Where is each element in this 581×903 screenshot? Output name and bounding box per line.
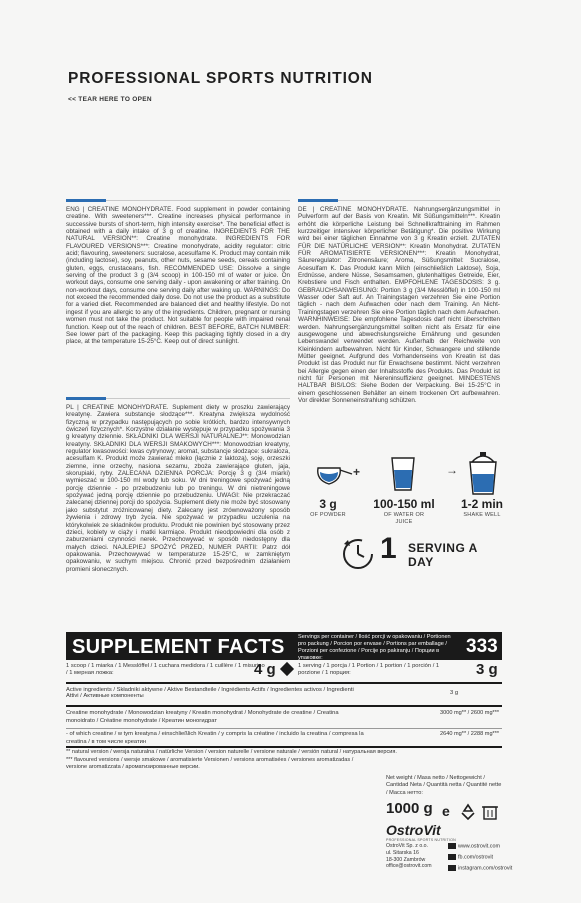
servings-per-container-text: Servings per container / Ilość porcji w opakowaniu / Portionen pro packung / Porcion por envase / Portions par emballage / Porzioni per confezione / Porcije po pakiranju / Порции в упаковке: — [298, 634, 451, 661]
creatine-monohydrate-label: Creatine monohydrate / Monowodzian kreatyny / Kreatin monohydrat / Monohydrate de creatine / Creatina monoidrato / Créatine monohydrate / Креатин моногидрат — [66, 710, 339, 724]
instagram-icon — [448, 865, 456, 871]
company-address — [386, 843, 432, 870]
brand-tagline: PROFESSIONAL SPORTS NUTRITION — [386, 838, 456, 842]
scoop-label: 1 scoop / 1 miarka / 1 Messlöffel / 1 cuchara medidora / 1 cuillère / 1 misurino / 1 мерная ложка: — [66, 663, 265, 676]
footnote-natural: ** natural version / wersja naturalna / natürliche Version / version naturelle / versione naturale / versión natural / натуральная версия. — [66, 749, 397, 755]
recycle-icon — [462, 805, 474, 819]
facebook-link[interactable]: fb.com/ostrovit — [458, 854, 494, 861]
company-street: ul. Sitarska 16 — [386, 849, 419, 856]
facts-divider-3 — [66, 728, 502, 729]
trash-bin-icon — [482, 807, 498, 819]
page-title: PROFESSIONAL SPORTS NUTRITION — [68, 70, 373, 87]
social-instagram[interactable] — [448, 865, 512, 871]
clock-icon — [340, 536, 376, 572]
pl-description: PL | CREATINE MONOHYDRATE. Suplement diety w proszku zawierający kreatynę. Zawiera substancje słodzące***. Kreatyna zwiększa wydolność fizyczną w przypadku następujących po sobie krótkich, bardzo intensywnych ćwiczeń fizycznych*. Korzystne działanie występuje w przypadku spożywania 3 g kreatyny dziennie. SKŁADNIKI DLA WERSJI NATURALNEJ**: Monowodzian kreatyny. SKŁADNIKI DLA WERSJI SMAKOWYCH***: Monowodzian kreatyny, regulator kwasowości: kwas cytrynowy; aromat, substancje słodzące: sukraloza, acesulfam K. Produkt może zawierać mleko (łącznie z laktozą), soję, orzeszki ziemne, inne orzechy, nasiona sezamu, zboża zawierające gluten, jaja, skorupiaki, ryby. ZALECANA DZIENNA PORCJA: Porcję 3 g (3/4 miarki) wymieszać w 100-150 ml wody lub soku. W dni treningowe spożywać jedną porcję dziennie - po przebudzeniu lub po treningu. W dni nietreningowe spożywać jedną porcję dziennie po przebudzeniu. UWAGI: Nie przekraczać zalecanej dziennej porcji do spożycia. Suplement diety nie może być stosowany jako substytut zróżnicowanej diety. Zalecany jest zrównoważony sposób żywienia i zdrowy tryb życia. Nie spożywać w przypadku uczulenia na którykolwiek ze składników produktu. Produkt nie powinien być stosowany przez dzieci, kobiety w ciąży i matki karmiące. Produkt nieodpowiedni dla osób z zaburzeniami czynności nerek. Przechowywać w sposób niedostępny dla małych dzieci. NAJLEPIEJ SPOŻYĆ PRZED, NUMER PARTII: Patrz dół opakowania. Przechowywać w temperaturze 15-25°C, w zamkniętym opakowaniu, w suchym miejscu. Chronić przed bezpośrednim działaniem promieni słonecznych. — [66, 404, 290, 573]
footnote-flavoured: *** flavoured versions / wersje smakowe / aromatisierte Versionen / versions aromatisées / versiones aromatizadas / versione aromatizzata / ароматизированные версии. — [66, 757, 354, 771]
net-weight-value: 1000 g — [386, 800, 433, 817]
svg-text:e: e — [442, 803, 450, 819]
active-ingredients-value: 3 g — [450, 690, 459, 696]
instagram-link[interactable]: instagram.com/ostrovit — [458, 865, 513, 872]
supplement-facts-title: SUPPLEMENT FACTS — [72, 636, 285, 658]
de-accent-bar — [298, 199, 338, 202]
website-link[interactable]: www.ostrovit.com — [458, 843, 500, 850]
scoop-marker-icon — [280, 662, 294, 676]
company-email: office@ostrovit.com — [386, 863, 432, 870]
company-city: 18-300 Zambrów — [386, 856, 426, 863]
net-weight-label: Net weight / Masa netto / Nettogewicht / Cantidad Neta / Quantità netta / Quantité nette / Масса нетто: — [386, 775, 502, 796]
eng-accent-bar — [66, 199, 106, 202]
eng-description: ENG | CREATINE MONOHYDRATE. Food supplement in powder containing creatine. With sweeteners***. Creatine increases physical performance in successive bursts of short-term, high intensity exercise*. The beneficial effect is obtained with a daily intake of 3 g of creatine. INGREDIENTS FOR THE NATURAL VERSION**: Creatine monohydrate. INGREDIENTS FOR FLAVOURED VERSIONS***: Creatine monohydrate, acidity regulator: citric acid; flavouring, sweeteners: sucralose, acesulfame K. Product may contain milk (including lactose), soy, peanuts, other nuts, sesame seeds, cereals containing gluten, eggs, crustaceans, fish. RECOMMENDED USE: Dissolve a single serving of the product 3 g (3/4 scoop) in 100-150 ml of water or juice. On workout days, consume one serving daily - upon awakening or after training. On non-workout days, consume one serving daily after waking up. WARNINGS: Do not exceed the recommended daily dose. Do not use the product as a substitute for a varied diet. Recommended are balanced diet and healthy lifestyle. Do not ingest if you are allergic to any of the ingredients. Children, pregnant or nursing women must not take the product. Not suitable for people with impaired renal function. Keep out of the reach of children. BEST BEFORE, BATCH NUMBER: See lower part of the packaging. Keep this packaging tightly closed in a dry place, at the temperature 15-25°C. Keep out of direct sunlight. — [66, 206, 290, 346]
eng-divider — [106, 200, 290, 201]
step-powder-value: 3 g — [319, 497, 337, 511]
facts-divider-4 — [66, 746, 502, 748]
serving-text: SERVING A DAY — [408, 541, 478, 569]
pl-accent-bar — [66, 397, 106, 400]
serving-label: 1 serving / 1 porcja / 1 Portion / 1 portion / 1 porción / 1 porzione / 1 порция: — [298, 663, 440, 676]
shaker-icon — [470, 452, 496, 494]
social-web[interactable] — [448, 843, 500, 849]
company-name: OstroVit Sp. z o.o. — [386, 843, 428, 849]
tear-here-label[interactable]: << TEAR HERE TO OPEN — [68, 96, 152, 103]
serving-count: 1 — [380, 532, 397, 565]
servings-per-container-value: 333 — [466, 636, 498, 657]
facebook-icon — [448, 854, 456, 860]
serving-value: 3 g — [476, 661, 498, 678]
scoop-icon — [318, 468, 352, 484]
active-ingredients-label: Active ingredients / Składniki aktywne / Aktive Bestandteile / Ingrédients Actifs / Ingredientes activos / Ingredienti Attivi / Активные компоненты — [66, 687, 354, 699]
step-shake-value: 1-2 min — [460, 497, 503, 511]
step-water-label: OF WATER OR JUICE — [383, 512, 425, 525]
facts-divider-2 — [66, 705, 502, 707]
of-which-creatine-value: 2640 mg** / 2288 mg*** — [440, 731, 500, 737]
web-icon — [448, 843, 456, 849]
step-powder-label: OF POWDER — [310, 512, 346, 518]
usage-steps-icons — [310, 450, 510, 500]
pl-divider — [106, 398, 290, 399]
arrow-right-icon: → — [446, 463, 458, 477]
recycling-icons — [440, 802, 502, 820]
facts-divider-1 — [66, 682, 502, 684]
glass-icon — [392, 458, 414, 490]
step-shake-label: SHAKE WELL — [463, 512, 501, 518]
de-divider — [338, 200, 500, 201]
step-water-value: 100-150 ml — [373, 497, 435, 511]
plus-icon: + — [353, 465, 361, 479]
social-facebook[interactable] — [448, 854, 493, 860]
of-which-creatine-label: - of which creatine / w tym kreatyna / einschließlich Kreatin / y compris la créatine / incluido la creatina / compresa la creatina / в том числе креатин — [66, 731, 364, 745]
brand-logo: OstroVit — [386, 822, 441, 838]
creatine-monohydrate-value: 3000 mg** / 2600 mg*** — [440, 710, 500, 716]
scoop-value: 4 g — [254, 661, 276, 678]
e-mark-icon — [442, 803, 450, 819]
de-description: DE | CREATINE MONOHYDRATE. Nahrungsergänzungsmittel in Pulverform auf der Basis von Kreatin. Mit Süßungsmitteln***. Kreatin erhöht die körperliche Leistung bei Schnellkrafttraining im Rahmen kurzzeitiger intensiver körperlicher Betätigung*. Die positive Wirkung wird bei einer täglichen Einnahme von 3 g Kreatin erzielt. ZUTATEN FÜR DIE NATÜRLICHE VERSION**: Kreatin Monohydrat. ZUTATEN FÜR AROMATISIERTE VERSIONEN***: Kreatin Monohydrat, Säureregulator: Zitronensäure; Aroma, Süßungsmittel: Sucralose, Acesulfam K. Das Produkt kann Milch (einschließlich Laktose), Soja, Erdnüsse, andere Nüsse, Sesamsamen, glutenhaltiges Getreide, Eier, Krebstiere und Fisch enthalten. EMPFOHLENE TAGESDOSIS: 3 g. GEBRAUCHSANWEISUNG: Portion 3 g (3/4 Messlöffel) in 100-150 ml Wasser oder Saft auf. An Trainingstagen verzehren Sie eine Portion täglich - nach dem Aufwachen oder nach dem Training. An Nicht-Trainingstagen verzehren Sie eine Portion täglich nach dem Aufwachen. WARNHINWEISE: Die empfohlene Tagesdosis darf nicht überschritten werden. Nahrungsergänzungsmittel sollten nicht als Ersatz für eine ausgewogene und abwechslungsreiche Ernährung und gesunden Lebenswandel verwendet werden. Außerhalb der Reichweite von Kleinkindern aufbewahren. Nicht für Kinder, Schwangere und stillende Mütter geeignet. Aufgrund des Vorhandenseins von Kreatin ist das Produkt ist das Produkt nur für Erwachsene bestimmt. Nicht verzehren bei Allergie gegen einen der Inhaltsstoffe des Produkts. Das Produkt ist nicht für Personen mit Niereninsuffizienz geeignet. MINDESTENS HALTBAR BIS/LOS: Siehe Boden der Verpackung. Bei 15-25°C in einem geschlossenen Behälter an einem trockenen Ort aufbewahren. Vor direkter Sonneneinstrahlung schützen. — [298, 206, 500, 404]
